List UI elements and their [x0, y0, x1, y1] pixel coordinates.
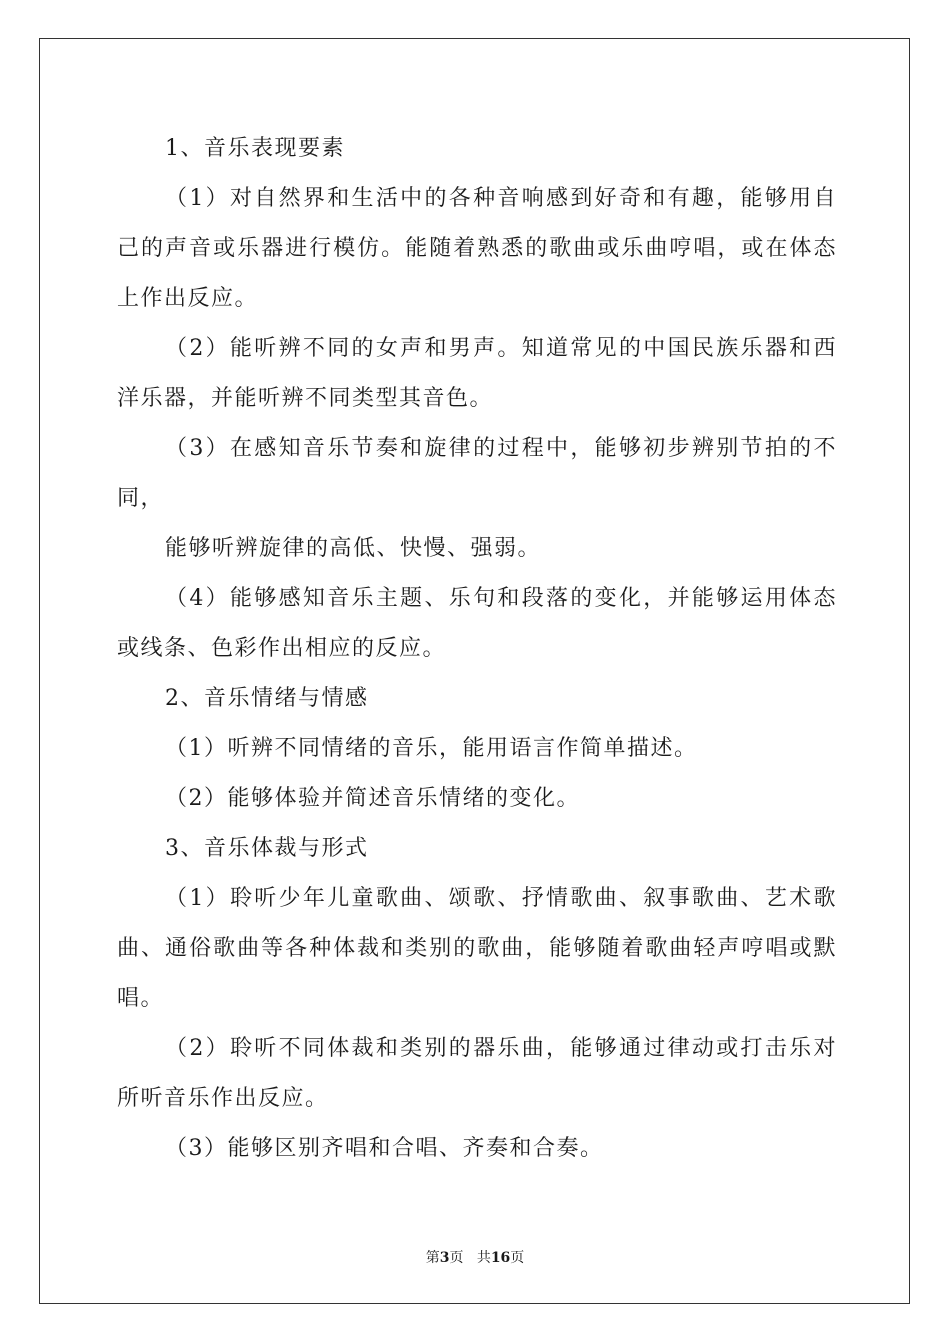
paragraph: （1）聆听少年儿童歌曲、颂歌、抒情歌曲、叙事歌曲、艺术歌曲、通俗歌曲等各种体裁和类别的歌曲，能够随着歌曲轻声哼唱或默唱。 [117, 886, 837, 1011]
paragraph: （1）对自然界和生活中的各种音响感到好奇和有趣，能够用自己的声音或乐器进行模仿。能随着熟悉的歌曲或乐曲哼唱，或在体态上作出反应。 [117, 186, 837, 311]
document-body [117, 124, 837, 1174]
total-suffix: 页 [510, 1250, 525, 1266]
paragraph: 能够听辨旋律的高低、快慢、强弱。 [165, 536, 542, 561]
paragraph: （2）聆听不同体裁和类别的器乐曲，能够通过律动或打击乐对所听音乐作出反应。 [117, 1036, 837, 1111]
section-heading-3: 3、音乐体裁与形式 [165, 836, 369, 861]
section-heading-2: 2、音乐情绪与情感 [165, 686, 369, 711]
paragraph: （1）听辨不同情绪的音乐，能用语言作简单描述。 [165, 736, 698, 761]
page-prefix: 第 [425, 1250, 440, 1266]
page-suffix: 页 [449, 1250, 464, 1266]
section-heading-1: 1、音乐表现要素 [165, 136, 345, 161]
paragraph: （3）能够区别齐唱和合唱、齐奏和合奏。 [165, 1136, 604, 1161]
paragraph: （4）能够感知音乐主题、乐句和段落的变化，并能够运用体态或线条、色彩作出相应的反应。 [117, 586, 837, 661]
paragraph: （2）能够体验并简述音乐情绪的变化。 [165, 786, 580, 811]
total-prefix: 共 [476, 1250, 491, 1266]
page-footer [0, 1247, 950, 1267]
paragraph: （3）在感知音乐节奏和旋律的过程中，能够初步辨别节拍的不同， [117, 436, 837, 511]
page-number: 3 [439, 1250, 450, 1266]
paragraph: （2）能听辨不同的女声和男声。知道常见的中国民族乐器和西洋乐器，并能听辨不同类型其音色。 [117, 336, 837, 411]
total-pages: 16 [490, 1250, 511, 1266]
